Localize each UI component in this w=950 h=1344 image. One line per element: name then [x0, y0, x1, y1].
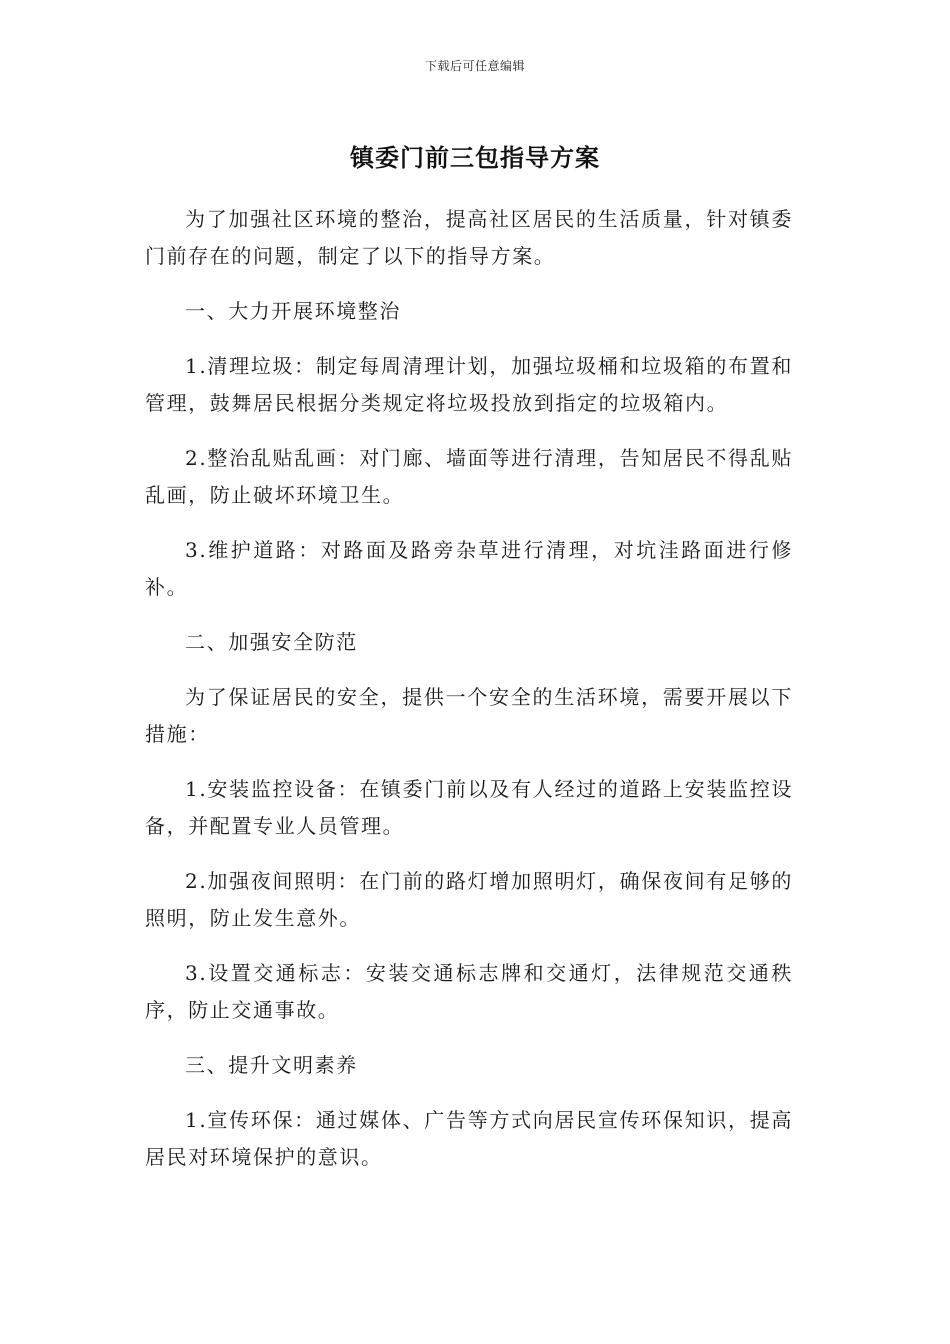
section-heading-2: 二、加强安全防范 [185, 630, 358, 654]
list-item: 1.安装监控设备：在镇委门前以及有人经过的道路上安装监控设备，并配置专业人员管理。 [145, 777, 793, 838]
list-item: 2.整治乱贴乱画：对门廊、墙面等进行清理，告知居民不得乱贴乱画，防止破坏环境卫生。 [145, 446, 793, 507]
document-body [145, 201, 793, 1194]
list-item: 2.加强夜间照明：在门前的路灯增加照明灯，确保夜间有足够的照明，防止发生意外。 [145, 869, 793, 930]
intro-paragraph: 为了加强社区环境的整治，提高社区居民的生活质量，针对镇委门前存在的问题，制定了以下的指导方案。 [145, 207, 793, 268]
list-item: 1.宣传环保：通过媒体、广告等方式向居民宣传环保知识，提高居民对环境保护的意识。 [145, 1108, 793, 1169]
list-item: 3.设置交通标志：安装交通标志牌和交通灯，法律规范交通秩序，防止交通事故。 [145, 961, 793, 1022]
list-item: 1.清理垃圾：制定每周清理计划，加强垃圾桶和垃圾箱的布置和管理，鼓舞居民根据分类规定将垃圾投放到指定的垃圾箱内。 [145, 354, 793, 415]
header-note: 下载后可任意编辑 [424, 59, 525, 73]
section-heading-3: 三、提升文明素养 [185, 1053, 358, 1077]
section-intro-paragraph: 为了保证居民的安全，提供一个安全的生活环境，需要开展以下措施： [145, 685, 793, 746]
list-item: 3.维护道路：对路面及路旁杂草进行清理，对坑洼路面进行修补。 [145, 538, 793, 599]
section-heading-1: 一、大力开展环境整治 [185, 299, 401, 323]
document-title: 镇委门前三包指导方案 [350, 144, 600, 172]
